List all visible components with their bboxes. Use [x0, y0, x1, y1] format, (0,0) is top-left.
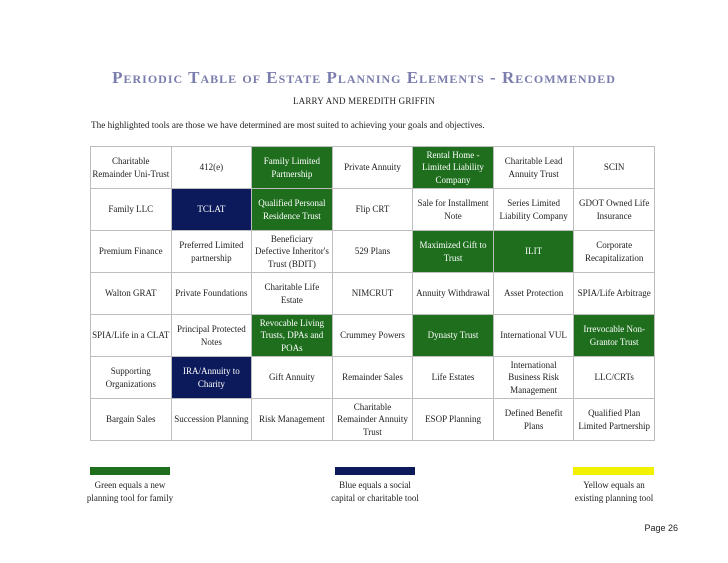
table-cell: International VUL — [493, 315, 574, 357]
table-cell: Charitable Life Estate — [252, 273, 333, 315]
table-cell: International Business Risk Management — [493, 357, 574, 399]
table-cell: SPIA/Life in a CLAT — [91, 315, 172, 357]
table-row — [91, 189, 655, 231]
table-cell: SPIA/Life Arbitrage — [574, 273, 655, 315]
table-cell: 529 Plans — [332, 231, 413, 273]
table-cell: Flip CRT — [332, 189, 413, 231]
table-row — [91, 357, 655, 399]
table-cell: Beneficiary Defective Inheritor's Trust (BDIT) — [252, 231, 333, 273]
table-cell: Crummey Powers — [332, 315, 413, 357]
table-cell: Asset Protection — [493, 273, 574, 315]
table-cell: IRA/Annuity to Charity — [171, 357, 252, 399]
table-cell: Private Foundations — [171, 273, 252, 315]
table-cell: Family LLC — [91, 189, 172, 231]
table-cell: Irrevocable Non-Grantor Trust — [574, 315, 655, 357]
table-cell: Corporate Recapitalization — [574, 231, 655, 273]
intro-text: The highlighted tools are those we have determined are most suited to achieving your goals and objectives. — [91, 120, 485, 130]
table-cell: Gift Annuity — [252, 357, 333, 399]
table-cell: Family Limited Partnership — [252, 147, 333, 189]
table-row — [91, 231, 655, 273]
table-row — [91, 315, 655, 357]
table-cell: Walton GRAT — [91, 273, 172, 315]
table-cell: NIMCRUT — [332, 273, 413, 315]
table-cell: Succession Planning — [171, 399, 252, 441]
table-cell: TCLAT — [171, 189, 252, 231]
legend-blue-swatch — [335, 467, 415, 475]
table-cell: Bargain Sales — [91, 399, 172, 441]
table-cell: ILIT — [493, 231, 574, 273]
table-cell: LLC/CRTs — [574, 357, 655, 399]
table-cell: Principal Protected Notes — [171, 315, 252, 357]
table-cell: ESOP Planning — [413, 399, 494, 441]
page-title: Periodic Table of Estate Planning Elements - Recommended — [112, 68, 616, 87]
table-cell: Sale for Installment Note — [413, 189, 494, 231]
table-cell: Maximized Gift to Trust — [413, 231, 494, 273]
table-cell: Qualified Personal Residence Trust — [252, 189, 333, 231]
table-cell: Private Annuity — [332, 147, 413, 189]
table-cell: Defined Benefit Plans — [493, 399, 574, 441]
table-cell: Rental Home - Limited Liability Company — [413, 147, 494, 189]
page-number: Page 26 — [644, 523, 678, 533]
table-cell: Dynasty Trust — [413, 315, 494, 357]
table-cell: Series Limited Liability Company — [493, 189, 574, 231]
table-row — [91, 147, 655, 189]
table-row — [91, 273, 655, 315]
table-cell: Premium Finance — [91, 231, 172, 273]
legend-yellow-swatch — [573, 467, 654, 475]
table-cell: Charitable Remainder Uni-Trust — [91, 147, 172, 189]
legend-blue-text: Blue equals a social capital or charitable tool — [331, 480, 419, 503]
table-cell: Charitable Remainder Annuity Trust — [332, 399, 413, 441]
client-names: LARRY AND MEREDITH GRIFFIN — [292, 96, 436, 106]
legend-green-swatch — [90, 467, 170, 475]
periodic-table — [90, 146, 655, 441]
table-cell: Revocable Living Trusts, DPAs and POAs — [252, 315, 333, 357]
table-cell: Preferred Limited partnership — [171, 231, 252, 273]
table-cell: Supporting Organizations — [91, 357, 172, 399]
legend-green-text: Green equals a new planning tool for family — [86, 480, 174, 503]
legend-yellow-text: Yellow equals an existing planning tool — [574, 480, 654, 503]
table-cell: Life Estates — [413, 357, 494, 399]
table-cell: GDOT Owned Life Insurance — [574, 189, 655, 231]
table-cell: Remainder Sales — [332, 357, 413, 399]
table-cell: Annuity Withdrawal — [413, 273, 494, 315]
table-cell: SCIN — [574, 147, 655, 189]
table-cell: Risk Management — [252, 399, 333, 441]
table-cell: 412(e) — [171, 147, 252, 189]
table-cell: Qualified Plan Limited Partnership — [574, 399, 655, 441]
table-row — [91, 399, 655, 441]
table-cell: Charitable Lead Annuity Trust — [493, 147, 574, 189]
